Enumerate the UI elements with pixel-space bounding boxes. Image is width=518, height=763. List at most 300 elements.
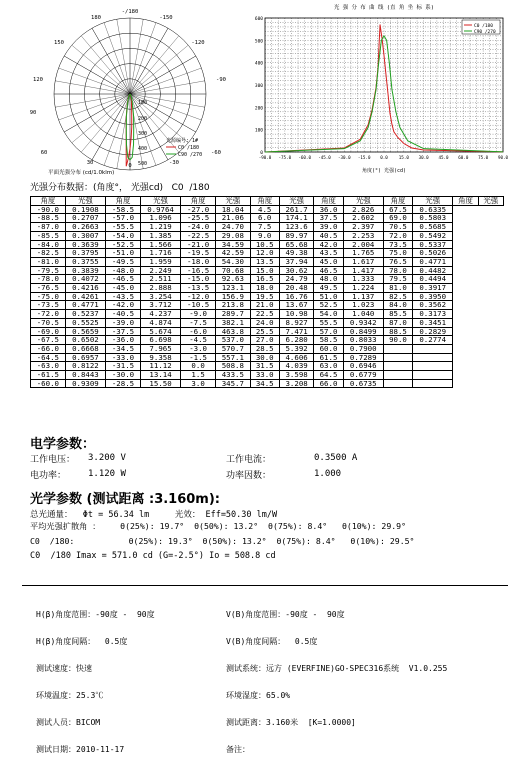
table-cell: 15.0 [250, 266, 279, 275]
cartesian-y-tick-label: 200 [254, 106, 263, 112]
table-cell: 0.4261 [65, 292, 105, 301]
distribution-header-cell: 光强 [478, 197, 503, 206]
table-cell: 0.3639 [65, 240, 105, 249]
table-cell: 1.333 [343, 275, 383, 284]
table-cell: 0.6735 [343, 379, 383, 388]
table-cell [413, 344, 453, 353]
table-row [31, 379, 504, 388]
table-cell: -15.0 [181, 275, 216, 284]
table-cell: 42.0 [314, 240, 343, 249]
table-cell: -73.5 [31, 301, 66, 310]
table-cell: 557.1 [215, 353, 250, 362]
table-cell: 0.6946 [343, 362, 383, 371]
table-cell: -1.5 [181, 353, 216, 362]
table-cell: 54.0 [314, 310, 343, 319]
table-cell: 52.5 [314, 301, 343, 310]
cartesian-y-tick-label: 300 [254, 84, 263, 89]
table-cell: 40.5 [314, 231, 343, 240]
table-cell: 0.2663 [65, 223, 105, 232]
table-cell: 84.0 [383, 301, 412, 310]
table-cell: -16.5 [181, 266, 216, 275]
table-cell: 0.6957 [65, 353, 105, 362]
cartesian-x-tick-label: -60.0 [298, 155, 311, 160]
table-cell: -87.0 [31, 223, 66, 232]
table-cell: 156.9 [215, 292, 250, 301]
table-cell: 0.8033 [343, 336, 383, 345]
table-cell: 0.2707 [65, 214, 105, 223]
cartesian-x-ticks [259, 155, 509, 160]
optical-heading: 光学参数 (测试距离 :3.160m): [30, 492, 220, 507]
table-cell: -48.0 [106, 266, 141, 275]
table-cell: 4.5 [250, 205, 279, 214]
table-cell: 0.5026 [413, 249, 453, 258]
table-cell: 82.5 [383, 292, 412, 301]
cartesian-y-tick-label: 100 [254, 128, 263, 134]
footer-h-range: H(β)角度范围：-90度 - 90度 [36, 610, 155, 619]
table-cell: 13.67 [279, 301, 314, 310]
table-cell: -63.0 [31, 362, 66, 371]
footer-v-step: V(B)角度间隔： 0.5度 [226, 637, 318, 646]
table-cell: 2.826 [343, 205, 383, 214]
table-cell: 2.253 [343, 231, 383, 240]
footer-system: 测试系统：远方 (EVERFINE)GO-SPEC316系统 V1.0.255 [226, 664, 448, 673]
table-cell: 213.8 [215, 301, 250, 310]
table-cell: 31.5 [250, 362, 279, 371]
table-cell: -43.5 [106, 292, 141, 301]
table-cell: 24.70 [215, 223, 250, 232]
table-cell: 0.3451 [413, 318, 453, 327]
table-cell: 0.3755 [65, 257, 105, 266]
table-row [31, 257, 504, 266]
table-cell: 37.5 [314, 214, 343, 223]
table-cell: 2.249 [140, 266, 180, 275]
polar-angle-label-60: 60 [40, 150, 48, 156]
current-value: 0.3500 A [314, 453, 358, 463]
distribution-header-cell: 光强 [413, 197, 453, 206]
table-cell: 73.5 [383, 240, 412, 249]
table-cell: -51.0 [106, 249, 141, 258]
table-cell: -39.0 [106, 318, 141, 327]
table-cell: 123.1 [215, 284, 250, 293]
table-cell: -54.0 [106, 231, 141, 240]
table-cell: 0.9764 [140, 205, 180, 214]
table-cell: -60.0 [31, 379, 66, 388]
table-cell: -46.5 [106, 275, 141, 284]
table-cell: -7.5 [181, 318, 216, 327]
table-cell: 2.004 [343, 240, 383, 249]
power-label: 电功率： [30, 471, 67, 481]
table-cell: 0.1908 [65, 205, 105, 214]
table-cell: 508.8 [215, 362, 250, 371]
table-cell: 1.385 [140, 231, 180, 240]
distribution-header-cell: 角度 [106, 197, 141, 206]
voltage-value: 3.200 V [88, 453, 126, 463]
table-row [31, 371, 504, 380]
table-cell: 9.358 [140, 353, 180, 362]
table-cell: -55.5 [106, 223, 141, 232]
table-cell: -69.0 [31, 327, 66, 336]
table-cell: 11.12 [140, 362, 180, 371]
table-cell: 81.0 [383, 284, 412, 293]
table-cell [383, 379, 412, 388]
table-cell: 0.9342 [343, 318, 383, 327]
table-cell: 0.6335 [413, 205, 453, 214]
table-cell: 0.3950 [413, 292, 453, 301]
table-cell: 0.4771 [65, 301, 105, 310]
table-cell: 0.5803 [413, 214, 453, 223]
table-cell: -28.5 [106, 379, 141, 388]
cartesian-x-tick-label: 30.0 [418, 155, 429, 160]
table-cell: 463.8 [215, 327, 250, 336]
table-cell: 15.50 [140, 379, 180, 388]
table-cell: 0.2774 [413, 336, 453, 345]
table-cell: -34.5 [106, 344, 141, 353]
cartesian-x-tick-label: 15.0 [398, 155, 409, 160]
table-cell: 42.59 [215, 249, 250, 258]
polar-angle-label-top: -/180 [121, 9, 139, 15]
table-cell: 1.417 [343, 266, 383, 275]
table-cell: 16.76 [279, 292, 314, 301]
table-cell: 69.0 [383, 214, 412, 223]
table-cell: -42.0 [106, 301, 141, 310]
footer-remark: 备注： [226, 745, 250, 754]
table-cell: 3.254 [140, 292, 180, 301]
table-cell: 4.606 [279, 353, 314, 362]
table-cell: 10.5 [250, 240, 279, 249]
table-cell: -64.5 [31, 353, 66, 362]
table-cell: -18.0 [181, 257, 216, 266]
table-cell: 25.5 [250, 327, 279, 336]
table-row [31, 231, 504, 240]
cartesian-chart [240, 0, 516, 180]
table-cell: -12.0 [181, 292, 216, 301]
cartesian-legend [462, 20, 500, 35]
table-cell: -19.5 [181, 249, 216, 258]
table-cell: 45.0 [314, 257, 343, 266]
table-row [31, 223, 504, 232]
table-cell: -70.5 [31, 318, 66, 327]
table-cell: -22.5 [181, 231, 216, 240]
table-row [31, 318, 504, 327]
table-cell: 88.5 [383, 327, 412, 336]
table-cell: 63.0 [314, 362, 343, 371]
table-cell: 75.0 [383, 249, 412, 258]
table-cell [413, 353, 453, 362]
cartesian-xlabel: 角度(°) 光强(cd) [361, 168, 407, 174]
table-cell: 0.6502 [65, 336, 105, 345]
footer-divider [22, 585, 508, 586]
cartesian-grid [265, 18, 503, 152]
distribution-header-cell: 光强 [140, 197, 180, 206]
table-cell: -66.0 [31, 344, 66, 353]
distribution-header-cell: 光强 [279, 197, 314, 206]
footer-speed: 测试速度：快速 [36, 664, 92, 673]
table-cell: 1.224 [343, 284, 383, 293]
table-cell: 1.566 [140, 240, 180, 249]
table-cell: 0.5492 [413, 231, 453, 240]
table-cell: 1.040 [343, 310, 383, 319]
cartesian-x-tick-label: 0.0 [380, 155, 388, 160]
table-cell: -76.5 [31, 284, 66, 293]
distribution-header-cell: 光强 [65, 197, 105, 206]
polar-angle-label-90: 90 [29, 110, 37, 116]
distribution-header-cell: 角度 [453, 197, 478, 206]
distribution-table [30, 196, 504, 388]
table-cell: 0.4482 [413, 266, 453, 275]
table-cell: 37.94 [279, 257, 314, 266]
table-cell: -75.0 [31, 292, 66, 301]
polar-legend-c90: C90 /270 [178, 152, 203, 158]
table-cell: -13.5 [181, 284, 216, 293]
table-cell: -3.0 [181, 344, 216, 353]
table-cell: 1.617 [343, 257, 383, 266]
table-cell: 19.5 [250, 292, 279, 301]
table-cell: -85.5 [31, 231, 66, 240]
table-cell: 2.888 [140, 284, 180, 293]
table-cell: 1.219 [140, 223, 180, 232]
table-cell: 3.712 [140, 301, 180, 310]
table-cell: 0.8122 [65, 362, 105, 371]
pf-label: 功率因数： [226, 471, 272, 481]
table-cell: -31.5 [106, 362, 141, 371]
table-cell: 8.927 [279, 318, 314, 327]
table-cell: -61.5 [31, 371, 66, 380]
table-cell: -30.0 [106, 371, 141, 380]
polar-angle-label-m120: -120 [191, 40, 205, 46]
table-cell: -88.5 [31, 214, 66, 223]
cartesian-y-tick-label: 600 [254, 17, 263, 22]
table-cell: 6.698 [140, 336, 180, 345]
table-cell: 7.5 [250, 223, 279, 232]
table-cell: 0.5237 [65, 310, 105, 319]
table-cell: 13.5 [250, 257, 279, 266]
table-cell: 0.8499 [343, 327, 383, 336]
polar-radial-label-400: 400 [138, 146, 148, 152]
table-cell: 0.8443 [65, 371, 105, 380]
table-cell: 0.7900 [343, 344, 383, 353]
table-cell: 28.5 [250, 344, 279, 353]
table-cell: 76.5 [383, 257, 412, 266]
table-cell: 72.0 [383, 231, 412, 240]
table-cell: 43.5 [314, 249, 343, 258]
polar-radial-label-100: 100 [138, 100, 148, 106]
table-cell: 21.06 [215, 214, 250, 223]
table-cell [383, 371, 412, 380]
optical-imax-line: C0 /180 Imax = 571.0 cd (G=-2.5°) Io = 508.8 cd [30, 551, 276, 561]
table-cell: 0.4216 [65, 284, 105, 293]
table-cell: 0.3173 [413, 310, 453, 319]
table-cell: 18.04 [215, 205, 250, 214]
table-cell: 1.5 [181, 371, 216, 380]
table-cell: 0.4771 [413, 257, 453, 266]
table-cell: -27.0 [181, 205, 216, 214]
table-cell: 570.7 [215, 344, 250, 353]
table-cell: 3.598 [279, 371, 314, 380]
table-cell: -49.5 [106, 257, 141, 266]
table-cell: -24.0 [181, 223, 216, 232]
table-cell: 289.7 [215, 310, 250, 319]
cartesian-x-tick-label: -15.0 [357, 155, 371, 160]
cartesian-x-tick-label: -45.0 [318, 155, 331, 160]
polar-angle-label-m30: -30 [169, 160, 179, 166]
table-cell: 1.096 [140, 214, 180, 223]
table-cell: 174.1 [279, 214, 314, 223]
table-cell: 46.5 [314, 266, 343, 275]
table-cell: 3.208 [279, 379, 314, 388]
table-cell [413, 371, 453, 380]
polar-legend [166, 137, 202, 158]
polar-angle-label-30: 30 [86, 160, 94, 166]
table-cell: 0.3795 [65, 249, 105, 258]
table-cell: 10.98 [279, 310, 314, 319]
current-label: 工作电流： [226, 455, 272, 465]
table-row [31, 284, 504, 293]
table-cell [383, 362, 412, 371]
cartesian-y-tick-label: 400 [254, 61, 263, 67]
table-cell: 64.5 [314, 371, 343, 380]
polar-radial-label-300: 300 [138, 131, 148, 137]
table-cell: 24.0 [250, 318, 279, 327]
table-cell: 13.14 [140, 371, 180, 380]
table-cell: 0.5659 [65, 327, 105, 336]
polar-angle-label-m150: -150 [159, 15, 173, 21]
footer-operator: 测试人员：BICOM [36, 718, 101, 727]
table-cell: 0.7289 [343, 353, 383, 362]
table-cell: 70.68 [215, 266, 250, 275]
table-cell: 48.0 [314, 275, 343, 284]
table-cell: -90.0 [31, 205, 66, 214]
table-cell: 2.397 [343, 223, 383, 232]
table-cell: 33.0 [250, 371, 279, 380]
table-cell: 7.965 [140, 344, 180, 353]
polar-angle-label-m90: -90 [216, 77, 226, 83]
table-cell: 36.0 [314, 205, 343, 214]
table-cell: -57.0 [106, 214, 141, 223]
table-cell [413, 362, 453, 371]
table-cell: -81.0 [31, 257, 66, 266]
table-cell: 0.6779 [343, 371, 383, 380]
polar-radial-label-500: 500 [138, 161, 148, 167]
cartesian-x-tick-label: 60.0 [458, 155, 469, 160]
table-cell: 345.7 [215, 379, 250, 388]
table-cell: 4.039 [279, 362, 314, 371]
table-cell: 58.5 [314, 336, 343, 345]
table-cell: 22.5 [250, 310, 279, 319]
pf-value: 1.000 [314, 469, 342, 479]
table-cell: 24.79 [279, 275, 314, 284]
footer-distance: 测试距离：3.160米 [K=1.0000] [226, 718, 356, 727]
distribution-header-cell: 角度 [250, 197, 279, 206]
cartesian-x-tick-label: -90.0 [258, 155, 272, 160]
table-cell: 0.4072 [65, 275, 105, 284]
table-cell: 2.602 [343, 214, 383, 223]
table-cell: 6.280 [279, 336, 314, 345]
footer-humidity: 环境湿度：65.0% [226, 691, 291, 700]
cartesian-y-tick-label: 0 [260, 151, 263, 156]
footer-v-range: V(B)角度范围：-90度 - 90度 [226, 610, 345, 619]
table-cell: 34.5 [250, 379, 279, 388]
polar-legend-c0: C0 /180 [178, 145, 200, 151]
polar-footer: 平面光强分布 (cd/1.0klm) [48, 170, 115, 176]
table-cell: 0.2829 [413, 327, 453, 336]
polar-angle-label-180: 180 [91, 15, 101, 21]
cartesian-x-tick-label: 75.0 [478, 155, 489, 160]
table-cell: 61.5 [314, 353, 343, 362]
table-cell: -84.0 [31, 240, 66, 249]
distribution-header-cell: 角度 [31, 197, 66, 206]
cartesian-title: 光 强 分 布 曲 线 (直 角 坐 标 系) [333, 5, 435, 11]
distribution-header-cell: 角度 [383, 197, 412, 206]
table-cell: 0.3839 [65, 266, 105, 275]
table-cell: 18.0 [250, 284, 279, 293]
table-cell: 12.0 [250, 249, 279, 258]
power-value: 1.120 W [88, 469, 126, 479]
table-cell: -67.5 [31, 336, 66, 345]
table-cell [383, 353, 412, 362]
table-cell: -36.0 [106, 336, 141, 345]
table-cell: 79.5 [383, 275, 412, 284]
table-cell: 4.874 [140, 318, 180, 327]
distribution-header-row [31, 197, 504, 206]
distribution-title: 光强分布数据：(角度°， 光强cd) C0 /180 [30, 183, 210, 193]
table-cell [413, 379, 453, 388]
table-cell: 0.5337 [413, 240, 453, 249]
distribution-header-cell: 光强 [215, 197, 250, 206]
table-cell: 21.0 [250, 301, 279, 310]
table-cell: 0.3917 [413, 284, 453, 293]
table-cell: 29.08 [215, 231, 250, 240]
footer-date: 测试日期：2010-11-17 [36, 745, 125, 754]
table-cell: 55.5 [314, 318, 343, 327]
table-cell: -21.0 [181, 240, 216, 249]
table-cell: 2.511 [140, 275, 180, 284]
table-cell: 1.716 [140, 249, 180, 258]
table-cell: 0.4494 [413, 275, 453, 284]
table-cell: 382.1 [215, 318, 250, 327]
optical-flux-line: 总光通量： Φt = 56.34 lm 光效： Eff=50.30 lm/W [30, 510, 278, 520]
voltage-label: 工作电压： [30, 455, 76, 465]
table-cell: 1.137 [343, 292, 383, 301]
table-cell: -79.5 [31, 266, 66, 275]
table-cell: 0.5525 [65, 318, 105, 327]
table-cell: -33.0 [106, 353, 141, 362]
table-cell: 49.5 [314, 284, 343, 293]
table-cell: 7.471 [279, 327, 314, 336]
footer-h-step: H(β)角度间隔： 0.5度 [36, 637, 128, 646]
optical-beam-angle-c0: C0 /180: θ(25%): 19.3° θ(50%): 13.2° θ(75%): 8.4° θ(10%): 29.5° [30, 536, 415, 546]
table-cell: -82.5 [31, 249, 66, 258]
distribution-header-cell: 角度 [181, 197, 216, 206]
table-cell: -40.5 [106, 310, 141, 319]
table-cell: 0.3562 [413, 301, 453, 310]
polar-chart [26, 4, 226, 176]
table-cell: -78.0 [31, 275, 66, 284]
polar-radial-label-200: 200 [138, 116, 148, 122]
table-cell: 4.237 [140, 310, 180, 319]
table-cell: -10.5 [181, 301, 216, 310]
distribution-header-cell: 角度 [314, 197, 343, 206]
table-cell: 5.674 [140, 327, 180, 336]
distribution-header-cell: 光强 [343, 197, 383, 206]
table-cell: 66.0 [314, 379, 343, 388]
cartesian-x-tick-label: -30.0 [338, 155, 351, 160]
table-cell: 20.48 [279, 284, 314, 293]
cartesian-x-tick-label: 90.0 [497, 155, 509, 160]
table-cell: 6.0 [250, 214, 279, 223]
table-cell: 67.5 [383, 205, 412, 214]
table-cell: 51.0 [314, 292, 343, 301]
table-cell: 537.0 [215, 336, 250, 345]
